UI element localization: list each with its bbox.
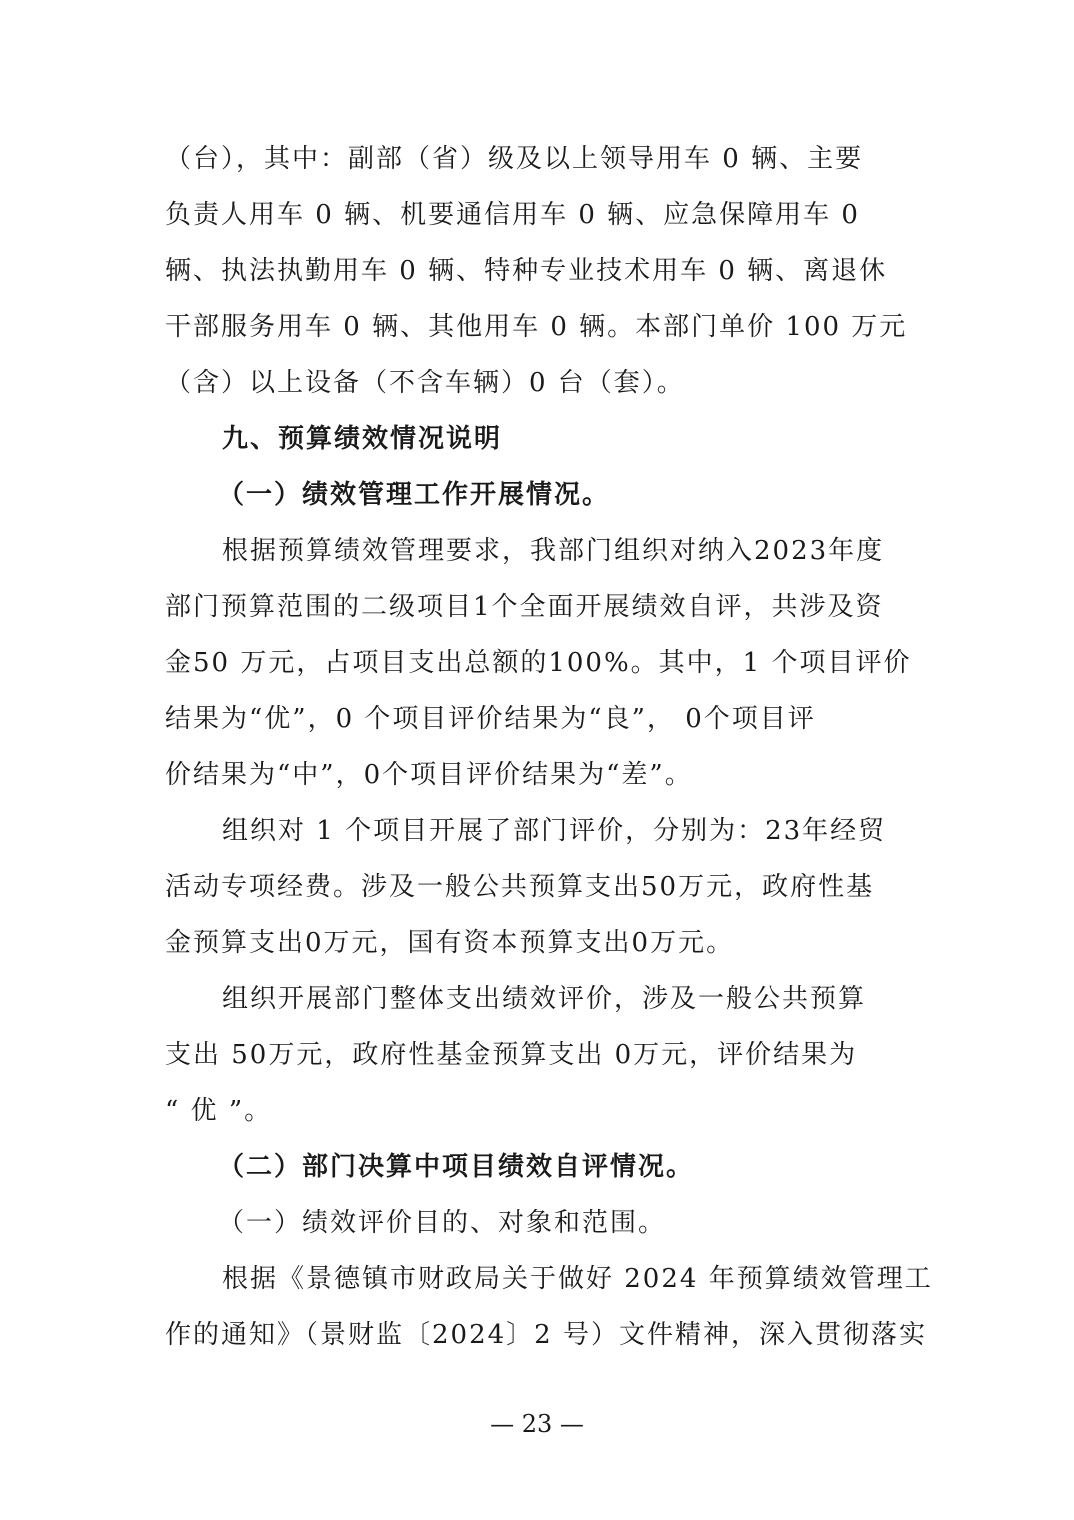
paragraph-line: 结果为“优”，0 个项目评价结果为“良”， 0个项目评: [165, 704, 816, 734]
paragraph-line: （含）以上设备（不含车辆）0 台（套）。: [165, 368, 685, 398]
page-number: — 23 —: [490, 1410, 584, 1438]
paragraph-line: （台），其中：副部（省）级及以上领导用车 0 辆、主要: [165, 144, 864, 174]
paragraph-line: 金预算支出0万元，国有资本预算支出0万元。: [165, 928, 735, 958]
paragraph-line: 干部服务用车 0 辆、其他用车 0 辆。本部门单价 100 万元: [165, 312, 908, 342]
paragraph-line: 组织开展部门整体支出绩效评价，涉及一般公共预算: [222, 984, 867, 1014]
paragraph-line: “ 优 ”。: [165, 1096, 273, 1126]
paragraph-line: 根据《景德镇市财政局关于做好 2024 年预算绩效管理工: [222, 1264, 933, 1294]
paragraph-line: 根据预算绩效管理要求，我部门组织对纳入2023年度: [222, 536, 885, 566]
paragraph-line: 金50 万元，占项目支出总额的100%。其中，1 个项目评价: [165, 648, 912, 678]
paragraph-line: 辆、执法执勤用车 0 辆、特种专业技术用车 0 辆、离退休: [165, 256, 888, 286]
paragraph-line: 部门预算范围的二级项目1个全面开展绩效自评，共涉及资: [165, 592, 884, 622]
paragraph-line: 作的通知》（景财监〔2024〕2 号）文件精神，深入贯彻落实: [165, 1320, 927, 1350]
paragraph-line: 支出 50万元，政府性基金预算支出 0万元，评价结果为: [165, 1040, 858, 1070]
paragraph-line: 负责人用车 0 辆、机要通信用车 0 辆、应急保障用车 0: [165, 200, 860, 230]
subsection-heading: （一）绩效管理工作开展情况。: [218, 480, 611, 510]
paragraph-line: 组织对 1 个项目开展了部门评价，分别为：23年经贸: [222, 816, 887, 846]
paragraph-line: 活动专项经费。涉及一般公共预算支出50万元，政府性基: [165, 872, 875, 902]
subsection-heading: （二）部门决算中项目绩效自评情况。: [218, 1152, 695, 1182]
section-heading: 九、预算绩效情况说明: [222, 424, 503, 454]
subsection-heading: （一）绩效评价目的、对象和范围。: [218, 1208, 667, 1238]
paragraph-line: 价结果为“中”，0个项目评价结果为“差”。: [165, 760, 693, 790]
